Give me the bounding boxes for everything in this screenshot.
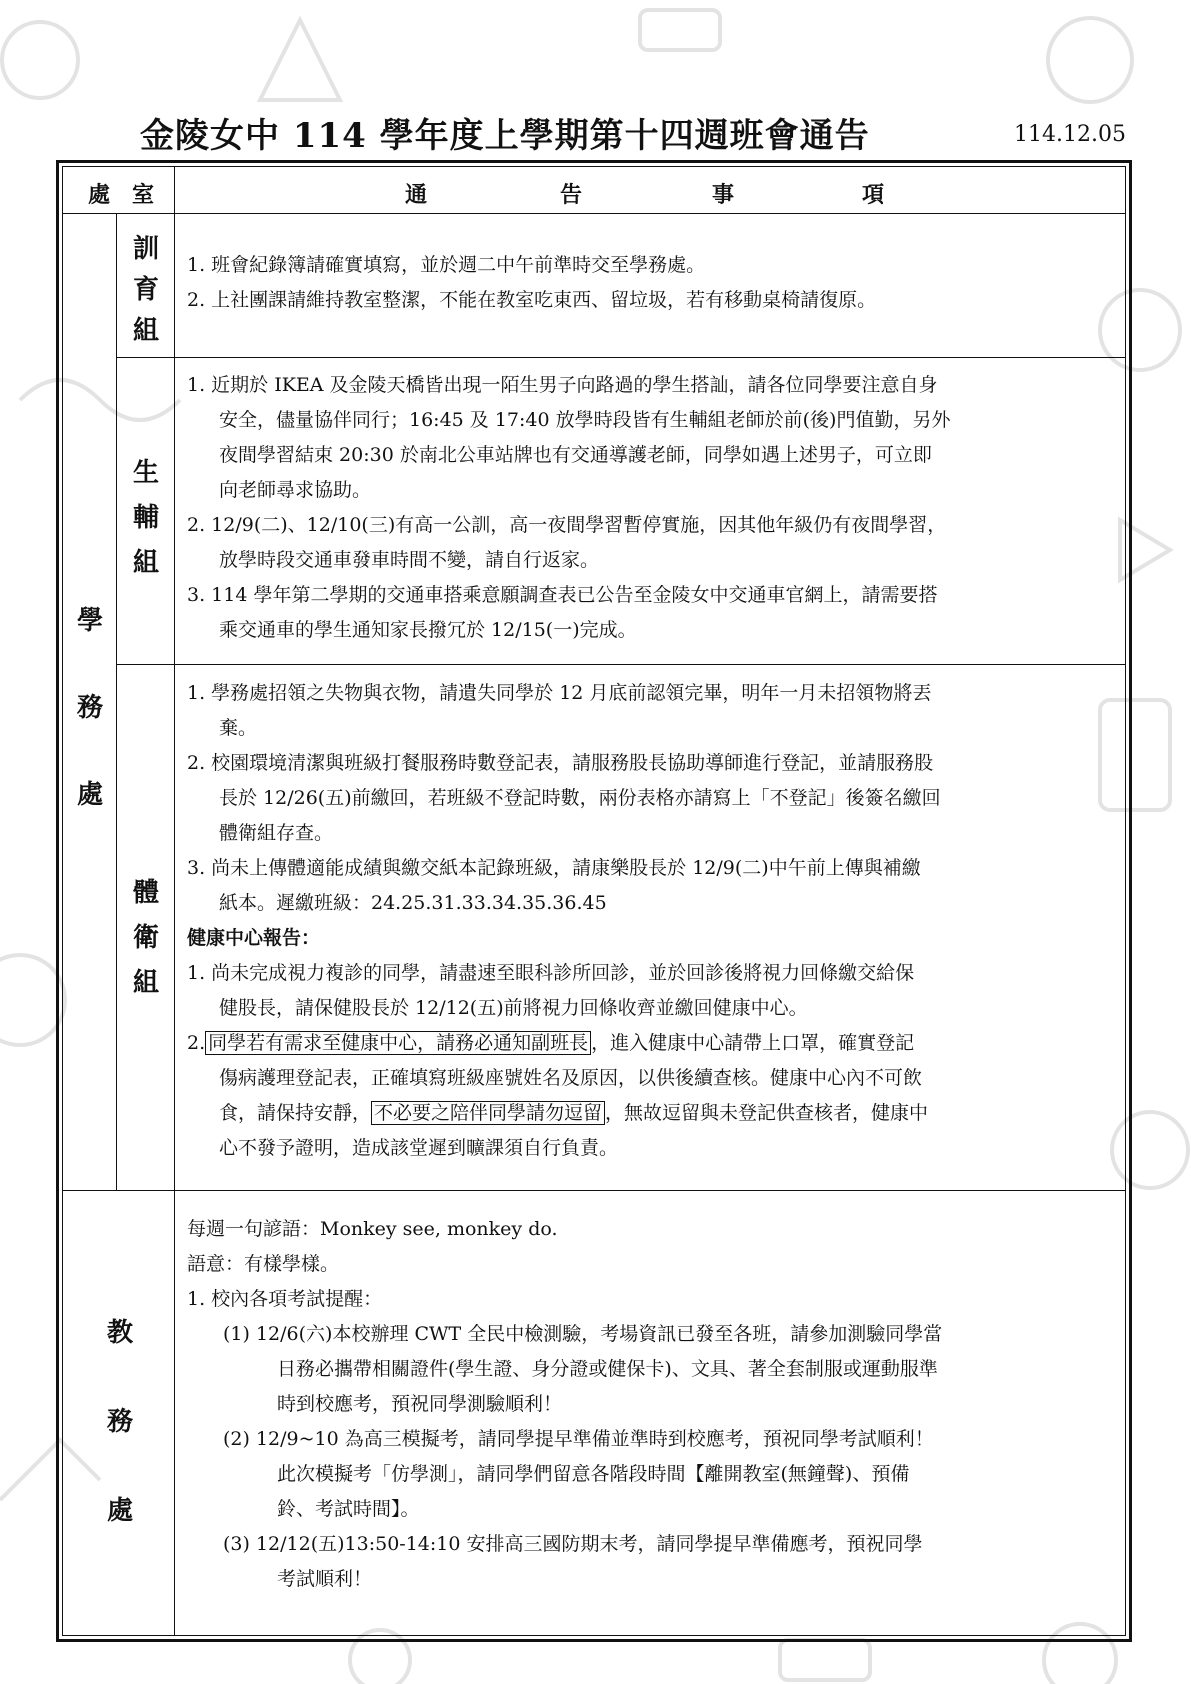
group-char: 輔 xyxy=(132,503,159,533)
notice-line: 1. 校內各項考試提醒： xyxy=(187,1288,383,1310)
group-char: 組 xyxy=(132,316,159,346)
xunyu-notices xyxy=(187,248,1112,318)
office-char: 處 xyxy=(106,1496,133,1526)
proverb-meaning-line: 語意：有樣學樣。 xyxy=(187,1253,340,1275)
notice-date: 114.12.05 xyxy=(1014,122,1126,147)
notice-line: 向老師尋求協助。 xyxy=(219,479,372,501)
shengfu-divider xyxy=(116,664,1126,665)
group-column-divider xyxy=(116,213,117,1190)
notice-line: 3. 114 學年第二學期的交通車搭乘意願調查表已公告至金陵女中交通車官網上，請需要搭 xyxy=(187,584,938,606)
group-char: 訓 xyxy=(132,234,159,264)
notice-text: 食，請保持安靜， xyxy=(219,1102,372,1124)
office-char: 務 xyxy=(106,1407,133,1437)
header-office-char-1: 處 xyxy=(88,182,111,208)
notice-line: 健股長，請保健股長於 12/12(五)前將視力回條收齊並繳回健康中心。 xyxy=(219,997,808,1019)
group-char: 組 xyxy=(132,548,159,578)
header-notice-char-4: 項 xyxy=(862,182,885,208)
notice-line: 棄。 xyxy=(219,717,258,739)
notice-line: 1. 近期於 IKEA 及金陵天橋皆出現一陌生男子向路過的學生搭訕，請各位同學要注意自身 xyxy=(187,374,938,396)
notice-line: 放學時段交通車發車時間不變，請自行返家。 xyxy=(219,549,600,571)
notice-line: 紙本。遲繳班級：24.25.31.33.34.35.36.45 xyxy=(219,892,607,914)
exam-item-line: 鈴、考試時間】。 xyxy=(277,1498,420,1520)
header-office-char-2: 室 xyxy=(132,182,155,208)
exam-item-line: 考試順利！ xyxy=(277,1568,373,1590)
notice-line: 心不發予證明，造成該堂遲到曠課須自行負責。 xyxy=(219,1137,619,1159)
notice-line: 傷病護理登記表，正確填寫班級座號姓名及原因，以供後續查核。健康中心內不可飲 xyxy=(219,1067,923,1089)
office-column-divider xyxy=(174,166,175,1636)
xunyu-group-label xyxy=(126,228,166,347)
proverb-line: 每週一句諺語：Monkey see, monkey do. xyxy=(187,1218,558,1240)
notice-line: 體衛組存查。 xyxy=(219,822,334,844)
notice-line: 乘交通車的學生通知家長撥冗於 12/15(一)完成。 xyxy=(219,619,637,641)
boxed-emphasis: 不必要之陪伴同學請勿逗留 xyxy=(371,1101,605,1125)
notice-line: 1. 尚未完成視力複診的同學，請盡速至眼科診所回診，並於回診後將視力回條繳交給保 xyxy=(187,962,915,984)
exam-item-line: (1) 12/6(六)本校辦理 CWT 全民中檢測驗，考場資訊已發至各班，請參加測驗同學當 xyxy=(223,1323,943,1345)
notice-line: 2. 上社團課請維持教室整潔，不能在教室吃東西、留垃圾，若有移動桌椅請復原。 xyxy=(187,289,877,311)
group-char: 衛 xyxy=(132,923,159,953)
health-center-title: 健康中心報告： xyxy=(187,927,321,949)
exam-item-line: 日務必攜帶相關證件(學生證、身分證或健保卡)、文具、著全套制服或運動服準 xyxy=(277,1358,938,1380)
exam-item-line: 時到校應考，預祝同學測驗順利！ xyxy=(277,1393,563,1415)
group-char: 體 xyxy=(132,878,159,908)
notice-text: ，無故逗留與未登記供查核者，健康中 xyxy=(605,1102,929,1124)
header-notice-char-3: 事 xyxy=(712,182,735,208)
group-char: 育 xyxy=(132,275,159,305)
tiwei-notices xyxy=(187,676,1112,1166)
notice-text: ，進入健康中心請帶上口罩，確實登記 xyxy=(591,1032,915,1054)
student-affairs-divider xyxy=(62,1190,1126,1191)
notice-line: 3. 尚未上傳體適能成績與繳交紙本記錄班級，請康樂股長於 12/9(二)中午前上傳與補繳 xyxy=(187,857,921,879)
academic-affairs-office-label xyxy=(100,1312,140,1527)
notice-line: 2. 12/9(二)、12/10(三)有高一公訓，高一夜間學習暫停實施，因其他年級仍有夜間學習， xyxy=(187,514,947,536)
item-number: 2. xyxy=(187,1032,206,1054)
shengfu-notices xyxy=(187,368,1112,648)
notice-line: 夜間學習結束 20:30 於南北公車站牌也有交通導護老師，同學如遇上述男子，可立即 xyxy=(219,444,932,466)
group-char: 生 xyxy=(132,458,159,488)
office-char: 處 xyxy=(76,780,103,810)
tiwei-group-label xyxy=(126,872,166,999)
academic-notices xyxy=(187,1212,1112,1597)
exam-item-line: (3) 12/12(五)13:50-14:10 安排高三國防期末考，請同學提早準備應考，預祝同學 xyxy=(223,1533,923,1555)
notice-line: 2. 校園環境清潔與班級打餐服務時數登記表，請服務股長協助導師進行登記，並請服務股 xyxy=(187,752,934,774)
boxed-emphasis: 同學若有需求至健康中心，請務必通知副班長 xyxy=(205,1031,591,1055)
notice-line: 安全，儘量協伴同行；16:45 及 17:40 放學時段皆有生輔組老師於前(後)門值勤，另外 xyxy=(219,409,951,431)
header-divider xyxy=(62,213,1126,214)
header-notice-char-2: 告 xyxy=(560,182,583,208)
exam-item-line: (2) 12/9~10 為高三模擬考，請同學提早準備並準時到校應考，預祝同學考試順利！ xyxy=(223,1428,934,1450)
notice-line xyxy=(187,1026,1112,1061)
group-char: 組 xyxy=(132,968,159,998)
notice-line: 1. 班會紀錄簿請確實填寫，並於週二中午前準時交至學務處。 xyxy=(187,254,706,276)
notice-line: 1. 學務處招領之失物與衣物，請遺失同學於 12 月底前認領完畢，明年一月未招領物將丟 xyxy=(187,682,932,704)
exam-item-line: 此次模擬考「仿學測」，請同學們留意各階段時間【離開教室(無鐘聲)、預備 xyxy=(277,1463,910,1485)
notice-line: 長於 12/26(五)前繳回，若班級不登記時數，兩份表格亦請寫上「不登記」後簽名繳回 xyxy=(219,787,941,809)
page-title: 金陵女中 114 學年度上學期第十四週班會通告 xyxy=(140,116,870,156)
office-char: 教 xyxy=(106,1318,133,1348)
notice-line xyxy=(187,1096,1112,1131)
office-char: 學 xyxy=(76,606,103,636)
header-notice-char-1: 通 xyxy=(405,182,428,208)
shengfu-group-label xyxy=(126,452,166,579)
xunyu-divider xyxy=(116,357,1126,358)
student-affairs-office-label xyxy=(70,600,110,811)
office-char: 務 xyxy=(76,693,103,723)
